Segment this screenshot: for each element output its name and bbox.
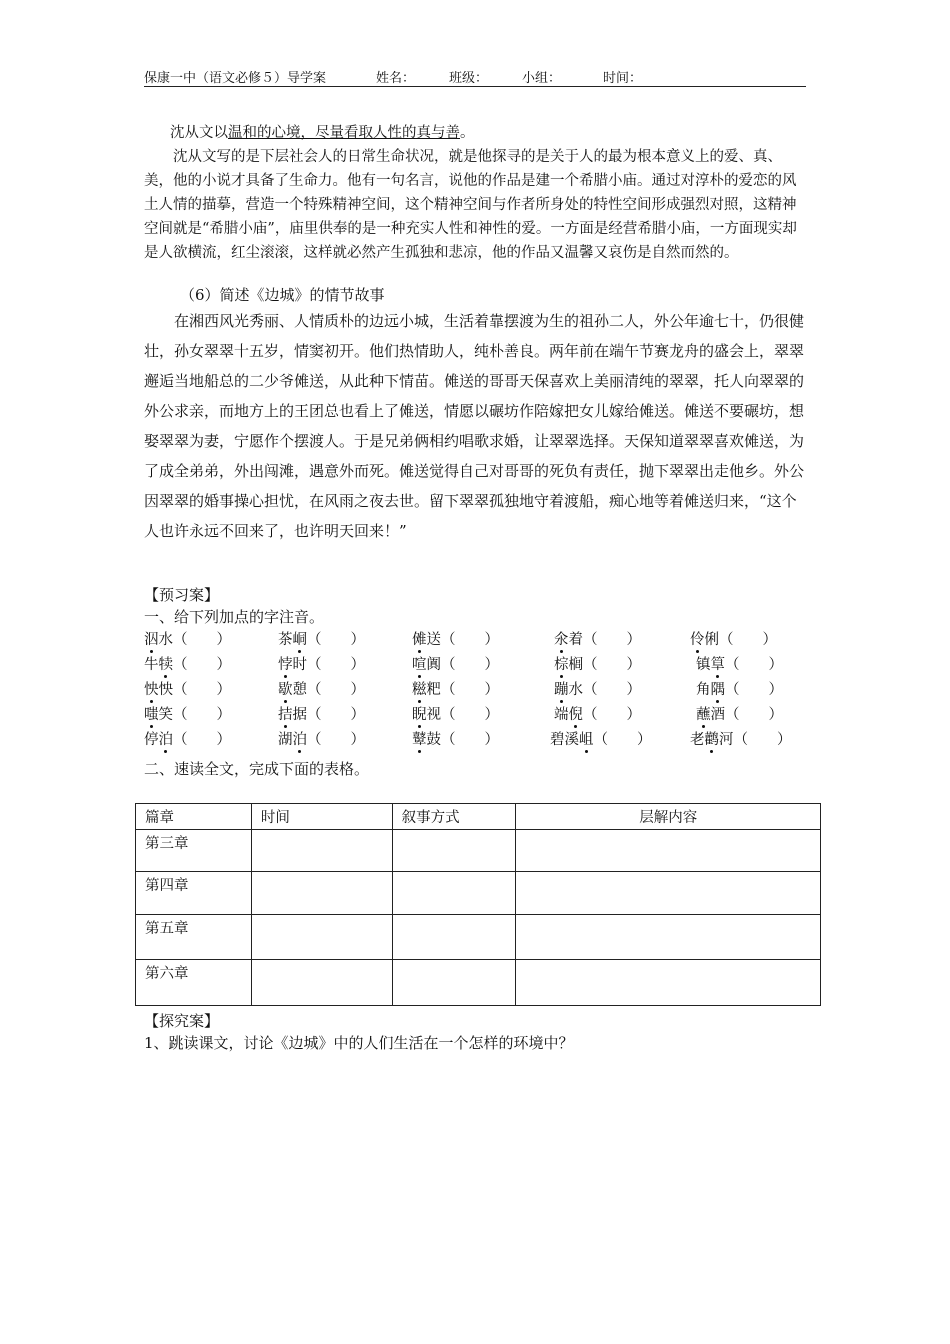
exercise-row [144, 678, 814, 703]
pinyin-exercise-grid [144, 628, 814, 753]
table-row-label: 第四章 [136, 872, 252, 915]
exercise-item: 蘸酒（ ） [696, 703, 783, 724]
header-group-label: 小组： [522, 71, 562, 86]
preview-question-2: 二、速读全文，完成下面的表格。 [144, 760, 370, 778]
table-cell-empty[interactable] [392, 830, 516, 872]
chapter-table [135, 803, 821, 1006]
exercise-row [144, 628, 814, 653]
table-row-label: 第五章 [136, 915, 252, 960]
exercise-item: 泅水（ ） [144, 628, 231, 649]
intro-underlined-text: 温和的心境，尽量看取人性的真与善 [228, 125, 460, 141]
dotted-character: 嗤 [144, 703, 159, 724]
header-name-label: 姓名： [376, 71, 416, 86]
dotted-character: 蘸 [696, 703, 711, 724]
table-header-cell: 篇章 [136, 804, 252, 830]
exercise-row [144, 653, 814, 678]
preview-question-1: 一、给下列加点的字注音。 [144, 608, 325, 626]
dotted-character: 歇 [278, 678, 293, 699]
dotted-character: 蹦 [554, 678, 569, 699]
exercise-item: 拮据（ ） [278, 703, 365, 724]
header-class-label: 班级： [449, 71, 489, 86]
table-cell-empty[interactable] [251, 830, 392, 872]
exercise-item: 氽着（ ） [554, 628, 641, 649]
explore-section-heading: 【探究案】 [144, 1012, 220, 1030]
table-cell-empty[interactable] [516, 872, 821, 915]
intro-summary-line [170, 121, 810, 145]
exercise-item: 糍粑（ ） [412, 678, 499, 699]
exercise-item: 蹦水（ ） [554, 678, 641, 699]
dotted-character: 伶 [690, 628, 705, 649]
table-cell-empty[interactable] [392, 872, 516, 915]
exercise-item: 茶峒（ ） [278, 628, 365, 649]
dotted-character: 拮 [278, 703, 293, 724]
dotted-character: 泊 [159, 728, 174, 749]
table-cell-empty[interactable] [392, 960, 516, 1006]
dotted-character: 氽 [554, 628, 569, 649]
dotted-character: 筸 [711, 653, 726, 674]
dotted-character: 倪 [569, 703, 584, 724]
exercise-item: 停泊（ ） [144, 728, 231, 749]
dotted-character: 悖 [278, 653, 293, 674]
dotted-character: 傩 [412, 628, 427, 649]
exercise-item: 悖时（ ） [278, 653, 365, 674]
exercise-row [144, 728, 814, 753]
exercise-item: 睨视（ ） [412, 703, 499, 724]
exercise-item: 歇憩（ ） [278, 678, 365, 699]
exercise-item: 端倪（ ） [554, 703, 641, 724]
exercise-item: 傩送（ ） [412, 628, 499, 649]
explore-question-1: 1、跳读课文，讨论《边城》中的人们生活在一个怎样的环境中？ [144, 1034, 574, 1052]
table-header-cell: 层解内容 [516, 804, 821, 830]
table-row-label: 第六章 [136, 960, 252, 1006]
header-time-label: 时间： [603, 71, 643, 86]
exercise-item: 嗤笑（ ） [144, 703, 231, 724]
exercise-item: 镇筸（ ） [696, 653, 783, 674]
exercise-item: 鼙鼓（ ） [412, 728, 499, 749]
story-paragraph: 在湘西风光秀丽、人情质朴的边远小城，生活着靠摆渡为生的祖孙二人，外公年逾七十，仍很健壮，孙女翠翠十五岁，情窦初开。他们热情助人，纯朴善良。两年前在端午节赛龙舟的盛会上，翠翠邂逅当地船总的二少爷傩送，从此种下情苗。傩送的哥哥天保喜欢上美丽清纯的翠翠，托人向翠翠的外公求亲，而地方上的王团总也看上了傩送，情愿以碾坊作陪嫁把女儿嫁给傩送。傩送不要碾坊，想娶翠翠为妻，宁愿作个摆渡人。于是兄弟俩相约唱歌求婚，让翠翠选择。天保知道翠翠喜欢傩送，为了成全弟弟，外出闯滩，遇意外而死。傩送觉得自己对哥哥的死负有责任，抛下翠翠出走他乡。外公因翠翠的婚事操心担忧，在风雨之夜去世。留下翠翠孤独地守着渡船，痴心地等着傩送归来，“这个人也许永远不回来了，也许明天回来！” [144, 312, 805, 540]
table-row [136, 960, 821, 1006]
table-header-row [136, 804, 821, 830]
dotted-character: 鹳 [705, 728, 720, 749]
exercise-item: 角隅（ ） [696, 678, 783, 699]
exercise-item: 喧阗（ ） [412, 653, 499, 674]
exercise-item: 老鹳河（ ） [690, 728, 792, 749]
table-cell-empty[interactable] [516, 915, 821, 960]
table-header-cell: 时间 [251, 804, 392, 830]
exercise-item: 牛犊（ ） [144, 653, 231, 674]
dotted-character: 峒 [293, 628, 308, 649]
table-cell-empty[interactable] [516, 960, 821, 1006]
exercise-item: 碧溪岨（ ） [550, 728, 652, 749]
table-cell-empty[interactable] [251, 915, 392, 960]
dotted-character: 隅 [711, 678, 726, 699]
dotted-character: 岨 [579, 728, 594, 749]
table-cell-empty[interactable] [392, 915, 516, 960]
exercise-item: 棕榈（ ） [554, 653, 641, 674]
header-title: 保康一中（语文必修５）导学案 [144, 71, 327, 86]
exercise-row [144, 703, 814, 728]
table-cell-empty[interactable] [251, 960, 392, 1006]
intro-paragraph: 沈从文写的是下层社会人的日常生命状况，就是他探寻的是关于人的最为根本意义上的爱、真、美，他的小说才具备了生命力。他有一句名言，说他的作品是建一个希腊小庙。通过对淳朴的爱恋的风土人情的描摹，营造一个特殊精神空间，这个精神空间与作者所身处的特性空间形成强烈对照，这精神空间就是“希腊小庙”，庙里供奉的是一种充实人性和神性的爱。一方面是经营希腊小庙，一方面现实却是人欲横流，红尘滚滚，这样就必然产生孤独和悲凉，他的作品又温馨又哀伤是自然而然的。 [144, 149, 797, 261]
intro-prefix: 沈从文以 [170, 125, 228, 141]
table-row-label: 第三章 [136, 830, 252, 872]
exercise-item: 湖泊（ ） [278, 728, 365, 749]
exercise-item: 怏怏（ ） [144, 678, 231, 699]
table-row [136, 830, 821, 872]
table-cell-empty[interactable] [251, 872, 392, 915]
exercise-item: 伶俐（ ） [690, 628, 777, 649]
dotted-character: 泊 [293, 728, 308, 749]
dotted-character: 泅 [144, 628, 159, 649]
dotted-character: 棕 [554, 653, 569, 674]
dotted-character: 糍 [412, 678, 427, 699]
table-header-cell: 叙事方式 [392, 804, 516, 830]
dotted-character: 鼙 [412, 728, 427, 749]
table-row [136, 872, 821, 915]
intro-suffix: 。 [460, 125, 475, 141]
page-header [144, 64, 806, 87]
preview-section-heading: 【预习案】 [144, 586, 220, 604]
question-6-title: （6）简述《边城》的情节故事 [180, 286, 385, 304]
dotted-character: 怏 [144, 678, 159, 699]
dotted-character: 睨 [412, 703, 427, 724]
dotted-character: 犊 [159, 653, 174, 674]
table-cell-empty[interactable] [516, 830, 821, 872]
table-row [136, 915, 821, 960]
dotted-character: 喧 [412, 653, 427, 674]
